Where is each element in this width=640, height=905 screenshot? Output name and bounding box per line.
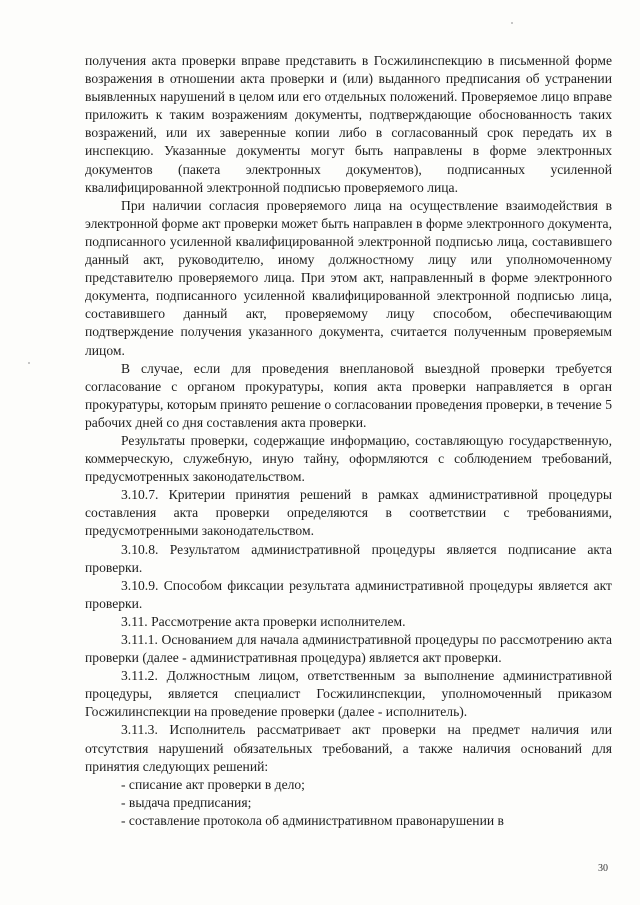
body-text — [85, 52, 612, 830]
scan-speck — [511, 22, 513, 24]
section-heading: 3.11. Рассмотрение акта проверки исполнителем. — [121, 613, 406, 629]
list-item: - выдача предписания; — [121, 794, 252, 810]
scan-speck — [28, 362, 30, 364]
paragraph: При наличии согласия проверяемого лица на осуществление взаимодействия в электронной форме акт проверки может быть направлен в форме электронного документа, подписанного усиленной квалифицированной электронной подписью лица, составившего данный акт, руководителю, иному должностному лицу или уполномоченному представителю проверяемого лица. При этом акт, направленный в форме электронного документа, подписанного усиленной квалифицированной электронной подписью лица, составившего данный акт, проверяемому лицу способом, обеспечивающим подтверждение получения указанного документа, считается полученным проверяемым лицом. — [85, 197, 612, 358]
paragraph: получения акта проверки вправе представить в Госжилинспекцию в письменной форме возражения в отношении акта проверки и (или) выданного предписания об устранении выявленных нарушений в целом или его отдельных положений. Проверяемое лицо вправе приложить к таким возражениям документы, подтверждающие обоснованность таких возражений, или их заверенные копии либо в согласованный срок передать их в инспекцию. Указанные документы могут быть направлены в форме электронных документов (пакета электронных документов), подписанных усиленной квалифицированной электронной подписью проверяемого лица. — [85, 53, 612, 195]
list-item: - составление протокола об административном правонарушении в — [121, 812, 504, 828]
paragraph: 3.10.9. Способом фиксации результата административной процедуры является акт проверки. — [85, 577, 612, 611]
paragraph: Результаты проверки, содержащие информацию, составляющую государственную, коммерческую, служебную, иную тайну, оформляются с соблюдением требований, предусмотренных законодательством. — [85, 432, 612, 485]
paragraph: 3.11.3. Исполнитель рассматривает акт проверки на предмет наличия или отсутствия нарушений обязательных требований, а также наличия оснований для принятия следующих решений: — [85, 722, 612, 774]
paragraph: В случае, если для проведения внеплановой выездной проверки требуется согласование с органом прокуратуры, копия акта проверки направляется в орган прокуратуры, которым принято решение о согласовании проведения проверки, в течение 5 рабочих дней со дня составления акта проверки. — [85, 360, 612, 430]
paragraph: 3.10.8. Результатом административной процедуры является подписание акта проверки. — [85, 541, 612, 575]
list-item: - списание акт проверки в дело; — [121, 776, 305, 792]
paragraph: 3.11.2. Должностным лицом, ответственным за выполнение административной процедуры, является специалист Госжилинспекции, уполномоченный приказом Госжилинспекции на проведение проверки (далее - исполнитель). — [85, 668, 612, 720]
page-number: 30 — [598, 863, 608, 874]
paragraph: 3.10.7. Критерии принятия решений в рамках административной процедуры составления акта проверки определяются в соответствии с требованиями, предусмотренными законодательством. — [85, 487, 612, 539]
paragraph: 3.11.1. Основанием для начала административной процедуры по рассмотрению акта проверки (далее - административная процедура) является акт проверки. — [85, 632, 612, 666]
